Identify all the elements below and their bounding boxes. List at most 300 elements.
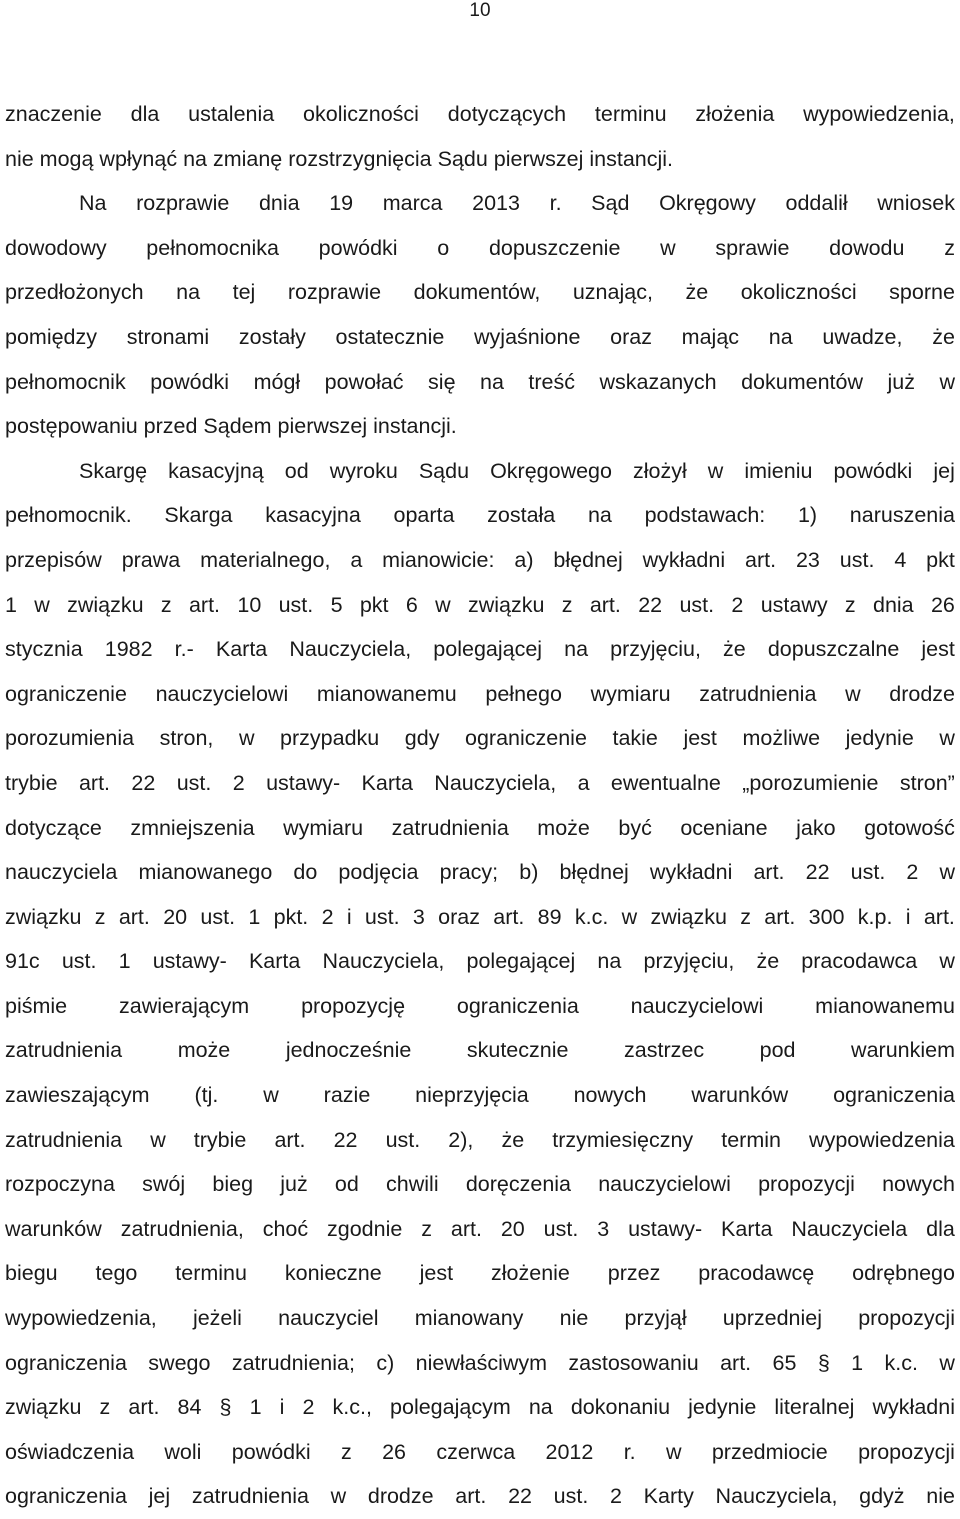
- word: terminu: [594, 102, 667, 126]
- word: k.p.: [857, 904, 893, 929]
- text-line: nie mogą wpłynąć na zmianę rozstrzygnięcia Sądu pierwszej instancji.: [5, 146, 674, 171]
- word: polegającej: [466, 949, 576, 974]
- word: nowych: [573, 1083, 647, 1108]
- word: 22: [508, 1484, 532, 1509]
- page-number: 10: [469, 0, 491, 21]
- word: a: [577, 770, 590, 795]
- word: ust.: [364, 904, 400, 929]
- word: 1): [797, 503, 818, 528]
- word: termin: [721, 1127, 781, 1152]
- word: dnia: [872, 592, 914, 617]
- word: zawieszającym: [5, 1083, 150, 1108]
- word: i: [346, 904, 352, 929]
- word: 19: [329, 191, 354, 216]
- word: 300: [808, 904, 845, 929]
- word: art.: [589, 592, 621, 617]
- word: 2012: [545, 1439, 594, 1464]
- word: swój: [142, 1172, 186, 1197]
- word: wymiaru: [283, 815, 364, 840]
- word: nauczycielowi: [155, 681, 289, 706]
- word: dopuszczalne: [767, 637, 900, 662]
- word: Nauczyciela,: [434, 770, 557, 795]
- word: na: [597, 949, 622, 974]
- word: wyroku: [329, 458, 398, 483]
- word: Nauczyciela: [791, 1216, 908, 1241]
- word: b): [519, 860, 539, 885]
- word: że: [756, 949, 780, 974]
- word: r.-: [174, 637, 194, 662]
- word: powódki: [318, 235, 398, 260]
- word: wykładni: [872, 1395, 955, 1420]
- word: dotyczące: [5, 815, 102, 840]
- word: oceniane: [680, 815, 768, 840]
- word: r.: [549, 191, 562, 216]
- word: dla: [130, 102, 160, 126]
- word: wniosek: [877, 191, 955, 216]
- word: z: [99, 1395, 111, 1420]
- word: możliwe: [742, 726, 821, 751]
- word: ograniczenia: [5, 1484, 127, 1509]
- word: na: [528, 1395, 553, 1420]
- word: tej: [232, 280, 256, 305]
- word: jedynie: [845, 726, 914, 751]
- word: 2: [321, 904, 334, 929]
- word: Na: [79, 191, 107, 216]
- text-line: [5, 360, 955, 405]
- word: ust.: [176, 770, 212, 795]
- word: 2),: [448, 1127, 474, 1152]
- word: stron”: [899, 770, 955, 795]
- word: art.: [744, 547, 777, 572]
- word: na: [480, 369, 504, 394]
- text-line: [5, 1251, 955, 1296]
- word: Okręgowy: [659, 191, 756, 216]
- word: 6: [405, 592, 418, 617]
- word: literalnej: [774, 1395, 855, 1420]
- word: na: [176, 280, 201, 305]
- word: takie: [612, 726, 658, 751]
- text-line: postępowaniu przed Sądem pierwszej instancji.: [5, 414, 457, 439]
- word: uznając,: [572, 280, 653, 305]
- word: z: [844, 592, 856, 617]
- word: mając: [681, 324, 740, 349]
- word: oddalił: [785, 191, 848, 216]
- text-line: [5, 583, 955, 628]
- word: oraz: [438, 904, 480, 929]
- word: ewentualne: [610, 770, 721, 795]
- word: w: [939, 860, 955, 885]
- text-line: [5, 672, 955, 717]
- word: pełnego: [485, 681, 562, 706]
- text-line: [5, 806, 955, 851]
- word: Nauczyciela,: [322, 949, 445, 974]
- word: w: [707, 458, 724, 483]
- word: skutecznie: [466, 1038, 569, 1063]
- text-line: [5, 984, 955, 1029]
- word: zatrudnienia: [191, 1484, 309, 1509]
- word: §: [817, 1350, 830, 1375]
- word: 22: [333, 1127, 358, 1152]
- word: jako: [796, 815, 836, 840]
- word: oparta: [393, 503, 455, 528]
- word: w: [939, 726, 955, 751]
- word: zastosowaniu: [568, 1350, 699, 1375]
- word: oraz: [610, 324, 652, 349]
- word: ograniczenia: [5, 1350, 127, 1375]
- word: bieg: [212, 1172, 254, 1197]
- word: przedłożonych: [5, 280, 144, 305]
- word: uprzedniej: [722, 1306, 823, 1331]
- word: stronami: [126, 324, 210, 349]
- word: wypowiedzenia: [809, 1127, 955, 1152]
- word: pkt.: [273, 904, 309, 929]
- word: dotyczących: [447, 102, 567, 126]
- word: Sądu: [418, 458, 470, 483]
- word: mianowanemu: [815, 993, 955, 1018]
- word: jest: [921, 637, 955, 662]
- word: swego: [148, 1350, 211, 1375]
- word: pracodawcę: [698, 1261, 815, 1286]
- word: związku: [5, 904, 82, 929]
- word: trzymiesięczny: [552, 1127, 694, 1152]
- word: rozprawie: [287, 280, 382, 305]
- word: mianowany: [414, 1306, 524, 1331]
- text-line: [5, 181, 955, 226]
- word: związku: [467, 592, 545, 617]
- word: kasacyjna: [265, 503, 361, 528]
- word: już: [280, 1172, 308, 1197]
- word: 2: [906, 860, 919, 885]
- word: doręczenia: [465, 1172, 572, 1197]
- word: warunkiem: [851, 1038, 955, 1063]
- word: związku: [650, 904, 727, 929]
- word: 1: [249, 1395, 262, 1420]
- word: 5: [330, 592, 343, 617]
- word: §: [219, 1395, 232, 1420]
- word: zawierającym: [118, 993, 250, 1018]
- word: w: [34, 592, 50, 617]
- word: ograniczenie: [465, 726, 587, 751]
- word: 20: [163, 904, 188, 929]
- word: w: [665, 1439, 682, 1464]
- word: w: [660, 235, 676, 260]
- word: kasacyjną: [168, 458, 264, 483]
- word: ust.: [385, 1127, 421, 1152]
- word: niewłaściwym: [415, 1350, 548, 1375]
- word: o: [437, 235, 450, 260]
- word: i: [905, 904, 911, 929]
- word: zatrudnienia,: [120, 1216, 244, 1241]
- word: jest: [683, 726, 717, 751]
- word: porozumienia: [5, 726, 135, 751]
- text-line: [5, 1341, 955, 1386]
- word: warunków: [5, 1216, 102, 1241]
- word: drodze: [889, 681, 955, 706]
- word: Karta: [248, 949, 301, 974]
- word: znaczenie: [5, 102, 102, 126]
- word: r.: [623, 1439, 636, 1464]
- word: konieczne: [284, 1261, 382, 1286]
- word: na: [564, 637, 589, 662]
- word: przypadku: [280, 726, 380, 751]
- word: zatrudnienia: [391, 815, 509, 840]
- word: ust.: [850, 860, 886, 885]
- word: (tj.: [194, 1083, 219, 1108]
- word: Sąd: [591, 191, 630, 216]
- word: z: [740, 904, 751, 929]
- word: powódki: [150, 369, 230, 394]
- word: propozycji: [858, 1306, 955, 1331]
- word: od: [284, 458, 309, 483]
- word: z: [944, 235, 955, 260]
- word: w: [263, 1083, 279, 1108]
- word: dnia: [258, 191, 300, 216]
- word: k.c.: [884, 1350, 918, 1375]
- word: trybie: [5, 770, 58, 795]
- text-line: [5, 1028, 955, 1073]
- text-line: [5, 716, 955, 761]
- word: 3: [597, 1216, 610, 1241]
- word: ustawy-: [266, 770, 341, 795]
- word: 22: [131, 770, 156, 795]
- word: propozycji: [758, 1172, 855, 1197]
- word: zatrudnienia: [5, 1038, 123, 1063]
- word: art.: [128, 1395, 160, 1420]
- text-line: [5, 1118, 955, 1163]
- text-line: [5, 1385, 955, 1430]
- word: nauczycielowi: [598, 1172, 731, 1197]
- word: 1: [851, 1350, 864, 1375]
- word: k.c.: [574, 904, 609, 929]
- word: ustawy-: [628, 1216, 703, 1241]
- text-line: [5, 1430, 955, 1475]
- word: polegającej: [433, 637, 543, 662]
- word: nauczyciela: [5, 860, 118, 885]
- word: powódki: [833, 458, 913, 483]
- text-line: [5, 895, 955, 940]
- word: ust.: [679, 592, 715, 617]
- word: 3: [412, 904, 425, 929]
- word: z: [160, 592, 172, 617]
- text-line: [5, 226, 955, 271]
- word: Skarga: [164, 503, 233, 528]
- text-line: [5, 92, 955, 137]
- word: piśmie: [5, 993, 68, 1018]
- word: ust.: [839, 547, 875, 572]
- word: ust.: [278, 592, 314, 617]
- word: ostatecznie: [335, 324, 445, 349]
- word: treść: [528, 369, 576, 394]
- word: rozpoczyna: [5, 1172, 115, 1197]
- word: przez: [607, 1261, 661, 1286]
- word: wypowiedzenia,: [803, 102, 955, 126]
- word: 2: [302, 1395, 315, 1420]
- word: mianowanemu: [316, 681, 457, 706]
- word: w: [330, 1484, 347, 1509]
- word: wymiaru: [590, 681, 671, 706]
- word: Karta: [361, 770, 413, 795]
- word: biegu: [5, 1261, 58, 1286]
- word: w: [238, 726, 255, 751]
- word: wyjaśnione: [474, 324, 581, 349]
- word: 89: [537, 904, 562, 929]
- word: 2: [232, 770, 245, 795]
- word: gdyż: [859, 1484, 905, 1509]
- word: 10: [237, 592, 262, 617]
- word: jednocześnie: [285, 1038, 412, 1063]
- text-line: [5, 538, 955, 583]
- word: w: [435, 592, 451, 617]
- text-line: [5, 1207, 955, 1252]
- word: art.: [188, 592, 221, 617]
- word: złożenia: [695, 102, 775, 126]
- word: 1982: [104, 637, 153, 662]
- word: nowych: [882, 1172, 955, 1197]
- word: warunków: [691, 1083, 789, 1108]
- word: 23: [795, 547, 820, 572]
- word: dowodu: [829, 235, 905, 260]
- word: dokonaniu: [570, 1395, 671, 1420]
- word: dokumentów: [741, 369, 863, 394]
- word: Okręgowego: [490, 458, 612, 483]
- word: ust.: [61, 949, 97, 974]
- word: choć: [262, 1216, 309, 1241]
- word: materialnego,: [200, 547, 331, 572]
- word: 20: [500, 1216, 525, 1241]
- word: pkt: [359, 592, 389, 617]
- word: marca: [382, 191, 443, 216]
- word: okoliczności: [303, 102, 419, 126]
- word: gdy: [404, 726, 440, 751]
- word: 1: [5, 592, 17, 617]
- document-body: [5, 92, 955, 1519]
- word: 26: [382, 1439, 406, 1464]
- word: art.: [493, 904, 525, 929]
- word: złożył: [632, 458, 687, 483]
- word: pełnomocnika: [146, 235, 279, 260]
- text-line: [5, 493, 955, 538]
- word: czerwca: [436, 1439, 516, 1464]
- word: 1: [118, 949, 131, 974]
- word: przedmiocie: [711, 1439, 828, 1464]
- word: nauczycielowi: [630, 993, 764, 1018]
- word: ust.: [553, 1484, 589, 1509]
- word: jeżeli: [192, 1306, 242, 1331]
- word: zastrzec: [624, 1038, 705, 1063]
- word: w: [939, 1350, 955, 1375]
- word: dopuszczenie: [488, 235, 621, 260]
- word: ust.: [200, 904, 236, 929]
- word: ograniczenie: [5, 681, 127, 706]
- word: drodze: [367, 1484, 434, 1509]
- word: ograniczenia: [833, 1083, 955, 1108]
- text-line: [5, 1474, 955, 1519]
- word: chwili: [386, 1172, 439, 1197]
- text-line: [5, 850, 955, 895]
- word: z: [421, 1216, 432, 1241]
- word: podjęcia: [338, 860, 419, 885]
- word: że: [685, 280, 709, 305]
- word: ustawy: [760, 592, 828, 617]
- word: ustalenia: [188, 102, 275, 126]
- word: 26: [930, 592, 955, 617]
- word: w: [939, 949, 955, 974]
- word: propozycję: [301, 993, 406, 1018]
- text-line: [5, 627, 955, 672]
- word: Skargę: [79, 458, 148, 483]
- word: na: [768, 324, 793, 349]
- word: mianowicie:: [382, 547, 495, 572]
- word: art.: [923, 904, 955, 929]
- word: z: [341, 1439, 352, 1464]
- word: jej: [933, 458, 955, 483]
- word: art.: [764, 904, 796, 929]
- word: jest: [419, 1261, 454, 1286]
- word: wykładni: [649, 860, 733, 885]
- word: w: [845, 681, 861, 706]
- word: Karta: [721, 1216, 773, 1241]
- word: nie: [559, 1306, 589, 1331]
- word: zatrudnienia: [699, 681, 817, 706]
- word: stron,: [159, 726, 214, 751]
- word: gotowość: [864, 815, 955, 840]
- word: być: [618, 815, 652, 840]
- text-line: [5, 1296, 955, 1341]
- word: 2013: [472, 191, 520, 216]
- word: art.: [274, 1127, 306, 1152]
- word: 2: [610, 1484, 622, 1509]
- word: rozprawie: [136, 191, 230, 216]
- word: podstawach:: [644, 503, 766, 528]
- word: pod: [759, 1038, 796, 1063]
- word: sporne: [889, 280, 955, 305]
- word: już: [887, 369, 915, 394]
- word: odrębnego: [852, 1261, 955, 1286]
- word: Karty: [643, 1484, 694, 1509]
- text-line: [5, 1162, 955, 1207]
- word: propozycji: [858, 1439, 955, 1464]
- word: ustawy-: [152, 949, 227, 974]
- word: zatrudnienia: [5, 1127, 123, 1152]
- word: dowodowy: [5, 235, 107, 260]
- word: 2: [731, 592, 744, 617]
- word: a: [350, 547, 363, 572]
- word: przyjął: [624, 1306, 687, 1331]
- word: ograniczenia: [456, 993, 579, 1018]
- word: w: [621, 904, 638, 929]
- word: art.: [720, 1350, 752, 1375]
- word: nie: [926, 1484, 955, 1509]
- word: błędnej: [553, 547, 623, 572]
- word: dla: [926, 1216, 955, 1241]
- word: jedynie: [688, 1395, 757, 1420]
- word: ust.: [543, 1216, 579, 1241]
- word: błędnej: [559, 860, 629, 885]
- text-line: [5, 1073, 955, 1118]
- word: że: [932, 324, 955, 349]
- text-line: [5, 449, 955, 494]
- word: przyjęciu,: [610, 637, 701, 662]
- word: i: [279, 1395, 285, 1420]
- word: art.: [78, 770, 111, 795]
- word: uwadze,: [822, 324, 903, 349]
- word: pełnomocnik: [5, 369, 126, 394]
- word: stycznia: [5, 637, 83, 662]
- word: wypowiedzenia,: [5, 1306, 157, 1331]
- word: sprawie: [715, 235, 790, 260]
- word: pkt: [926, 547, 955, 572]
- word: 65: [772, 1350, 797, 1375]
